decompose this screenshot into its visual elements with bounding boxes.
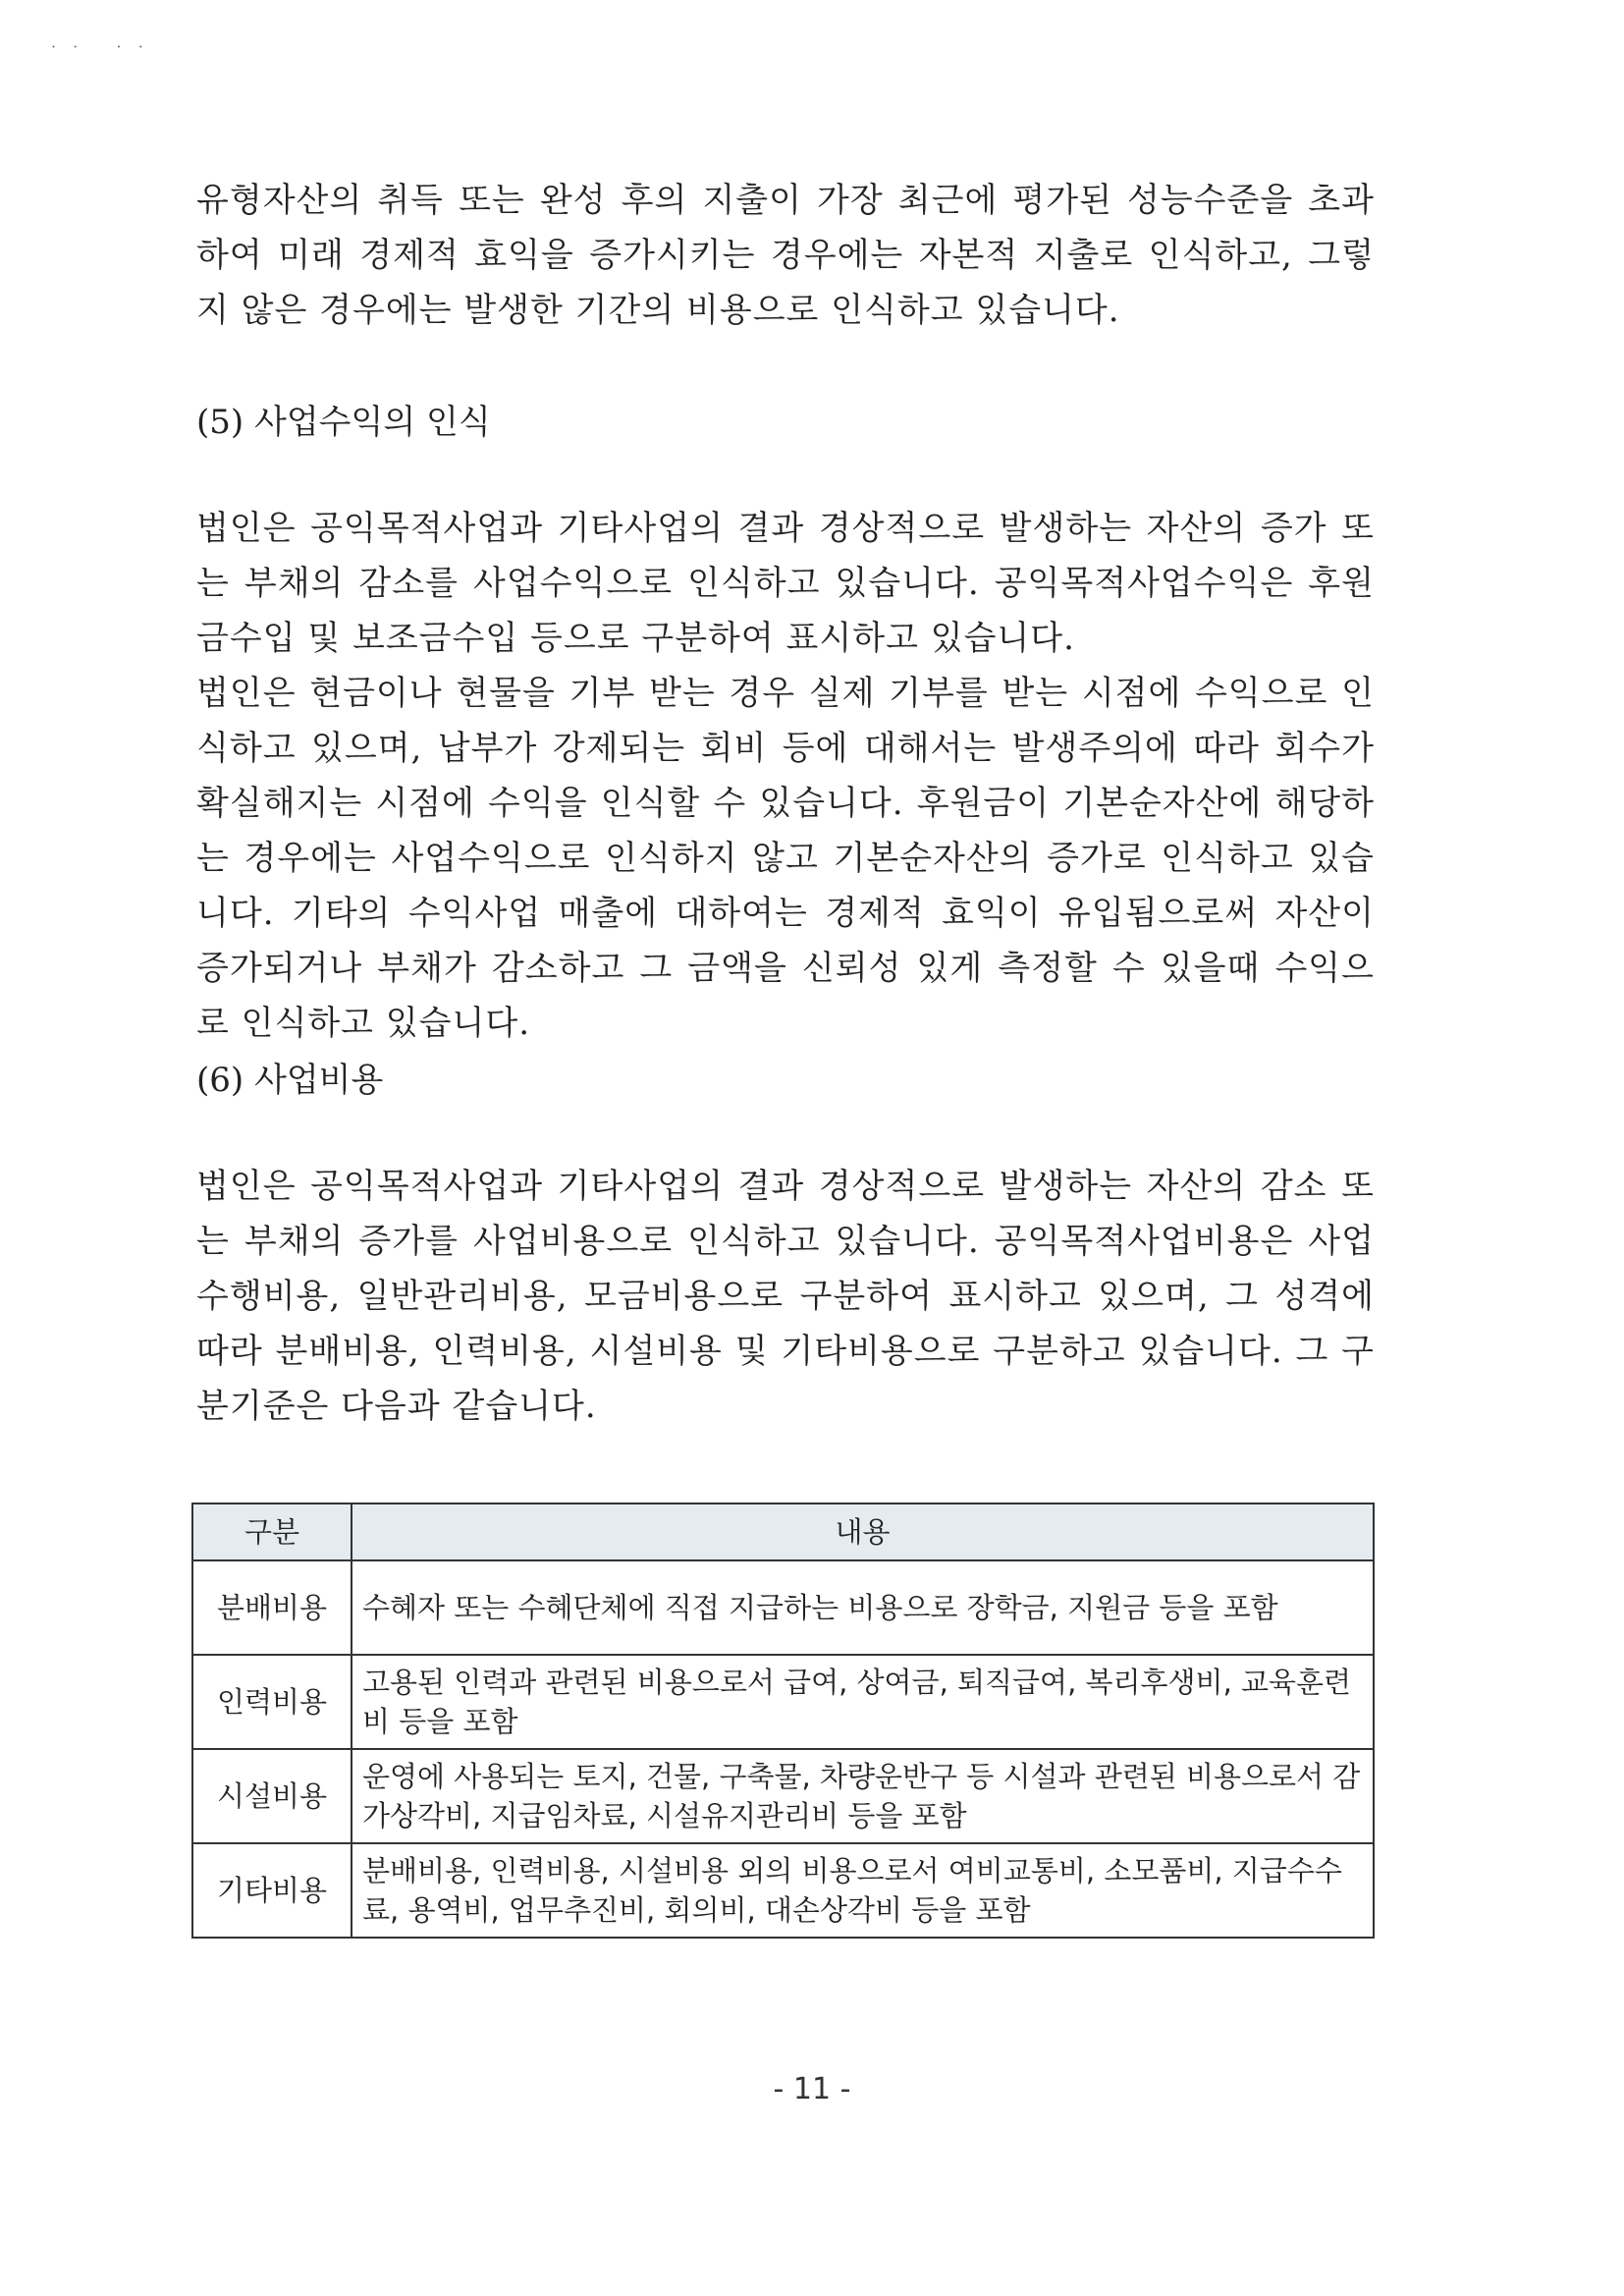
table-cell-content: 고용된 인력과 관련된 비용으로서 급여, 상여금, 퇴직급여, 복리후생비, 교육훈련비 등을 포함: [352, 1655, 1374, 1749]
table-row: [192, 1655, 1374, 1749]
paragraph-expense-recognition: 법인은 공익목적사업과 기타사업의 결과 경상적으로 발생하는 자산의 감소 또는 부채의 증가를 사업비용으로 인식하고 있습니다. 공익목적사업비용은 사업수행비용, 일반관리비용, 모금비용으로 구분하여 표시하고 있으며, 그 성격에 따라 분배비용, 인력비용, 시설비용 및 기타비용으로 구분하고 있습니다. 그 구분기준은 다음과 같습니다.: [196, 1167, 1375, 1426]
section-heading-revenue: (5) 사업수익의 인식: [196, 403, 491, 442]
table-row: [192, 1843, 1374, 1938]
table-cell-category: 분배비용: [192, 1560, 352, 1655]
table-header-row: [192, 1503, 1374, 1560]
page-number: - 11 -: [773, 2072, 851, 2106]
table-cell-category: 인력비용: [192, 1655, 352, 1749]
table-row: [192, 1560, 1374, 1655]
table-row: [192, 1749, 1374, 1843]
paragraph-revenue-recognition: 법인은 공익목적사업과 기타사업의 결과 경상적으로 발생하는 자산의 증가 또는 부채의 감소를 사업수익으로 인식하고 있습니다. 공익목적사업수익은 후원금수입 및 보조금수입 등으로 구분하여 표시하고 있습니다.: [196, 509, 1375, 658]
table-header-category: 구분: [192, 1503, 352, 1560]
paragraph-capital-expenditure: 유형자산의 취득 또는 완성 후의 지출이 가장 최근에 평가된 성능수준을 초과하여 미래 경제적 효익을 증가시키는 경우에는 자본적 지출로 인식하고, 그렇지 않은 경우에는 발생한 기간의 비용으로 인식하고 있습니다.: [196, 181, 1375, 330]
section-heading-expenses: (6) 사업비용: [196, 1061, 384, 1100]
table-cell-content: 수혜자 또는 수혜단체에 직접 지급하는 비용으로 장학금, 지원금 등을 포함: [352, 1560, 1374, 1655]
scan-artifact: · · · ·: [51, 37, 149, 56]
table-cell-content: 운영에 사용되는 토지, 건물, 구축물, 차량운반구 등 시설과 관련된 비용으로서 감가상각비, 지급임차료, 시설유지관리비 등을 포함: [352, 1749, 1374, 1843]
paragraph-donation-revenue: 법인은 현금이나 현물을 기부 받는 경우 실제 기부를 받는 시점에 수익으로 인식하고 있으며, 납부가 강제되는 회비 등에 대해서는 발생주의에 따라 회수가 확실해지는 시점에 수익을 인식할 수 있습니다. 후원금이 기본순자산에 해당하는 경우에는 사업수익으로 인식하지 않고 기본순자산의 증가로 인식하고 있습니다. 기타의 수익사업 매출에 대하여는 경제적 효익이 유입됨으로써 자산이 증가되거나 부채가 감소하고 그 금액을 신뢰성 있게 측정할 수 있을때 수익으로 인식하고 있습니다.: [196, 674, 1375, 1043]
table-cell-content: 분배비용, 인력비용, 시설비용 외의 비용으로서 여비교통비, 소모품비, 지급수수료, 용역비, 업무추진비, 회의비, 대손상각비 등을 포함: [352, 1843, 1374, 1938]
expense-classification-table: [191, 1503, 1375, 1939]
table-cell-category: 기타비용: [192, 1843, 352, 1938]
table-header-content: 내용: [352, 1503, 1374, 1560]
table-cell-category: 시설비용: [192, 1749, 352, 1843]
